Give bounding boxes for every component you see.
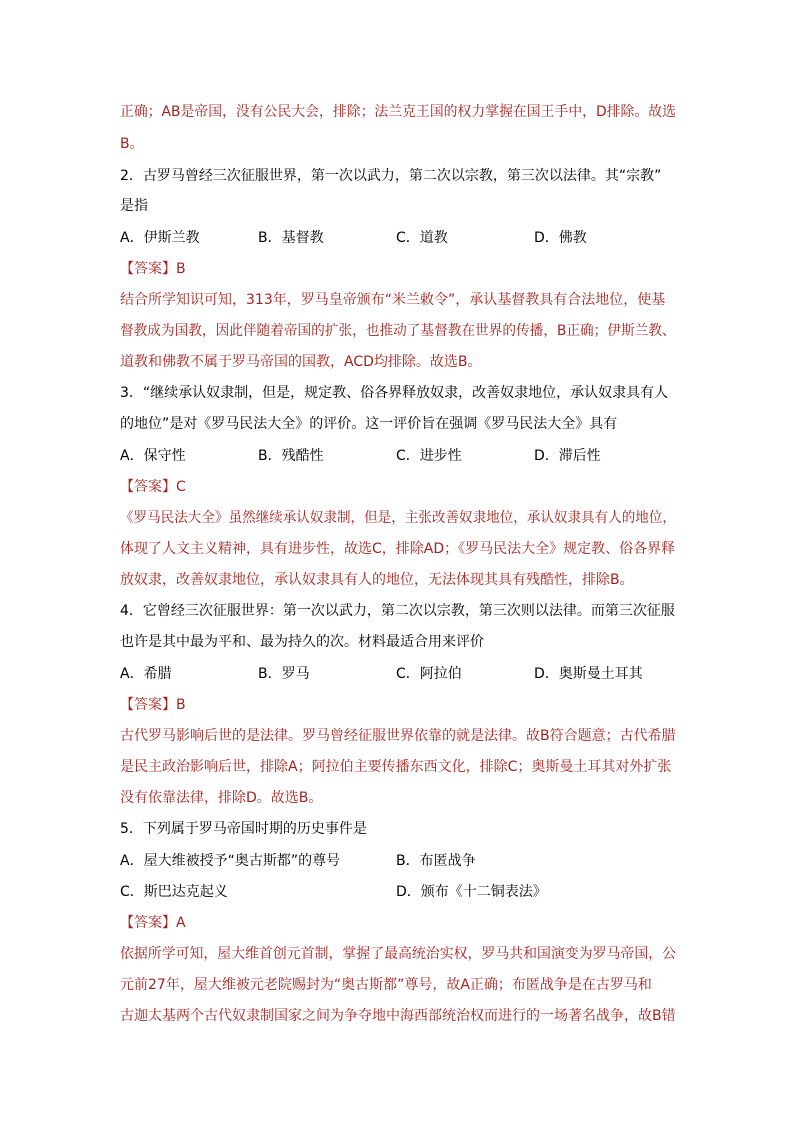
q2-answer: 【答案】B (120, 261, 186, 277)
q4-stem-line-1: 4．它曾经三次征服世界：第一次以武力，第二次以宗教，第三次则以法律。而第三次征服 (120, 603, 675, 619)
q5-explanation-line-2: 元前27年，屋大维被元老院赐封为“奥古斯都”尊号，故A正确；布匿战争是在古罗马和 (120, 977, 652, 993)
q4-stem-line-2: 也许是其中最为平和、最为持久的次。材料最适合用来评价 (120, 634, 484, 650)
q4-explanation-line-2: 是民主政治影响后世，排除A；阿拉伯主要传播东西文化，排除C；奥斯曼土耳其对外扩张 (120, 759, 672, 775)
q4-option-a: A．希腊 (120, 666, 172, 682)
q5-option-a: A．屋大维被授予“奥古斯都”的尊号 (120, 853, 341, 869)
q3-explanation-line-3: 放奴隶，改善奴隶地位，承认奴隶具有人的地位，无法体现其具有残酷性，排除B。 (120, 572, 634, 588)
q4-option-d: D．奥斯曼土耳其 (534, 666, 643, 682)
q4-options (120, 664, 676, 686)
q3-stem-line-1: 3．“继续承认奴隶制，但是，规定教、俗各界释放奴隶，改善奴隶地位，承认奴隶具有人 (120, 385, 669, 401)
q4-explanation-line-1: 古代罗马影响后世的是法律。罗马曾经征服世界依靠的就是法律。故B符合题意；古代希腊 (120, 728, 676, 744)
q4-option-c: C．阿拉伯 (396, 666, 462, 682)
q5-stem-line-1: 5．下列属于罗马帝国时期的历史事件是 (120, 821, 367, 837)
q5-options-row-2 (120, 882, 676, 904)
q3-answer: 【答案】C (120, 479, 186, 495)
q2-explanation-line-3: 道教和佛教不属于罗马帝国的国教，ACD均排除。故选B。 (120, 354, 482, 370)
q5-explanation-line-3: 古迦太基两个古代奴隶制国家之间为争夺地中海西部统治权而进行的一场著名战争，故B错 (120, 1008, 676, 1024)
intro-line-2: B。 (120, 136, 144, 152)
q2-explanation-line-1: 结合所学知识可知，313年，罗马皇帝颁布“米兰敕令”，承认基督教具有合法地位，使基 (120, 292, 666, 308)
q2-option-a: A．伊斯兰教 (120, 230, 200, 246)
q5-explanation-line-1: 依据所学可知，屋大维首创元首制，掌握了最高统治实权，罗马共和国演变为罗马帝国，公 (120, 946, 677, 962)
q2-explanation-line-2: 督教成为国教，因此伴随着帝国的扩张，也推动了基督教在世界的传播，B正确；伊斯兰教、 (120, 323, 676, 339)
q5-answer: 【答案】A (120, 915, 186, 931)
q2-option-b: B．基督教 (258, 230, 324, 246)
q2-options (120, 228, 676, 250)
q3-option-b: B．残酷性 (258, 448, 324, 464)
q3-explanation-line-1: 《罗马民法大全》虽然继续承认奴隶制，但是，主张改善奴隶地位，承认奴隶具有人的地位， (120, 510, 676, 526)
q5-option-b: B．布匿战争 (396, 853, 476, 869)
q2-stem-line-1: 2．古罗马曾经三次征服世界，第一次以武力，第二次以宗教，第三次以法律。其“宗教” (120, 168, 662, 184)
q3-explanation-line-2: 体现了人文主义精神，具有进步性，故选C，排除AD；《罗马民法大全》规定教、俗各界释 (120, 541, 676, 557)
q4-explanation-line-3: 没有依靠法律，排除D。故选B。 (120, 790, 323, 806)
q3-stem-line-2: 的地位”是对《罗马民法大全》的评价。这一评价旨在强调《罗马民法大全》具有 (120, 416, 618, 432)
q5-option-d: D．颁布《十二铜表法》 (396, 884, 547, 900)
q3-option-d: D．滞后性 (534, 448, 601, 464)
q4-option-b: B．罗马 (258, 666, 310, 682)
q3-option-c: C．进步性 (396, 448, 462, 464)
q3-options (120, 446, 676, 468)
q2-stem-line-2: 是指 (120, 198, 148, 214)
intro-line-1: 正确；AB是帝国，没有公民大会，排除；法兰克王国的权力掌握在国王手中，D排除。故选 (120, 104, 676, 120)
q5-option-c: C．斯巴达克起义 (120, 884, 228, 900)
q5-options-row-1 (120, 851, 676, 873)
q4-answer: 【答案】B (120, 697, 186, 713)
q3-option-a: A．保守性 (120, 448, 186, 464)
q2-option-d: D．佛教 (534, 230, 587, 246)
q2-option-c: C．道教 (396, 230, 448, 246)
